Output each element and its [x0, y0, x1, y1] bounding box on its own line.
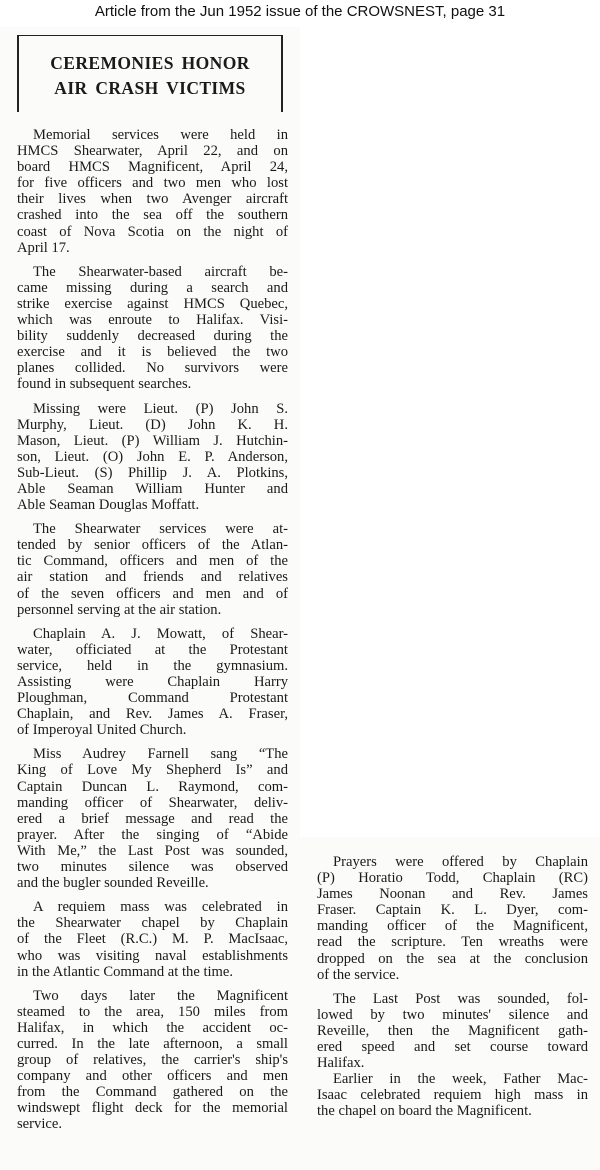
article-line: The Shearwater services were at-	[33, 521, 288, 538]
article-line: lowed by two minutes' silence and	[317, 1006, 588, 1023]
article-line: The Last Post was sounded, fol-	[333, 990, 588, 1007]
article-line: Able Seaman William Hunter and	[17, 480, 288, 497]
article-line: A requiem mass was celebrated in	[33, 899, 288, 916]
article-paragraph	[17, 521, 288, 618]
article-line: Halifax.	[317, 1055, 365, 1072]
article-line: ered speed and set course toward	[317, 1039, 588, 1056]
article-line: of the seven officers and men and of	[17, 585, 288, 602]
article-line: HMCS Shearwater, April 22, and on	[17, 143, 288, 160]
article-line: for five officers and two men who lost	[17, 175, 288, 192]
article-line: company and other officers and men	[17, 1068, 288, 1085]
article-line: dropped on the sea at the conclusion	[317, 950, 588, 967]
article-line: two minutes silence was observed	[17, 859, 288, 876]
article-line: Isaac celebrated requiem high mass in	[317, 1087, 588, 1104]
article-line: (P) Horatio Todd, Chaplain (RC)	[317, 870, 588, 887]
article-line: board HMCS Magnificent, April 24,	[17, 159, 288, 176]
article-line: found in subsequent searches.	[17, 376, 192, 393]
article-line: of the Fleet (R.C.) M. P. MacIsaac,	[17, 931, 288, 948]
article-line: in the Atlantic Command at the time.	[17, 963, 234, 980]
image-caption: Article from the Jun 1952 issue of the CROWSNEST, page 31	[94, 3, 506, 20]
article-line: Captain Duncan L. Raymond, com-	[17, 778, 288, 795]
article-line: son, Lieut. (O) John E. P. Anderson,	[17, 448, 288, 465]
article-line: Fraser. Captain K. L. Dyer, com-	[317, 902, 588, 919]
article-line: steamed to the area, 150 miles from	[17, 1003, 288, 1020]
article-paragraph	[17, 626, 288, 739]
article-line: curred. In the late afternoon, a small	[17, 1035, 288, 1052]
article-line: Murphy, Lieut. (D) John K. H.	[17, 416, 288, 433]
article-line: ered a brief message and read the	[17, 810, 288, 827]
article-line: Missing were Lieut. (P) John S.	[33, 400, 288, 417]
article-line: read the scripture. Ten wreaths were	[317, 934, 588, 951]
right-column	[317, 854, 588, 1128]
article-line: the chapel on board the Magnificent.	[317, 1103, 532, 1120]
article-line: tic Command, officers and men of the	[17, 553, 288, 570]
article-line: bility suddenly decreased during the	[17, 328, 288, 345]
article-paragraph	[17, 746, 288, 891]
headline-line-2: AIR CRASH VICTIMS	[54, 78, 246, 98]
article-line: manding officer of the Magnificent,	[317, 918, 588, 935]
article-line: crashed into the sea off the southern	[17, 207, 288, 224]
article-line: With Me,” the Last Post was sounded,	[17, 842, 288, 859]
article-paragraph	[17, 127, 288, 256]
article-line: Chaplain A. J. Mowatt, of Shear-	[33, 625, 288, 642]
article-line: Ploughman, Command Protestant	[17, 690, 288, 707]
article-line: James Noonan and Rev. James	[317, 886, 588, 903]
article-paragraph	[17, 401, 288, 514]
article-line: from the Command gathered on the	[17, 1084, 288, 1101]
article-line: of Imperoyal United Church.	[17, 722, 187, 739]
article-line: Halifax, in which the accident oc-	[17, 1019, 288, 1036]
article-paragraph	[17, 264, 288, 393]
article-line: Mason, Lieut. (P) William J. Hutchin-	[17, 432, 288, 449]
article-line: Miss Audrey Farnell sang “The	[33, 746, 288, 763]
headline-line-1: CEREMONIES HONOR	[50, 53, 250, 73]
article-paragraph	[317, 1071, 588, 1119]
article-line: the Shearwater chapel by Chaplain	[17, 915, 288, 932]
article-line: water, officiated at the Protestant	[17, 641, 288, 658]
article-line: manding officer of Shearwater, deliv-	[17, 794, 288, 811]
article-line: their lives when two Avenger aircraft	[17, 191, 288, 208]
article-line: Prayers were offered by Chaplain	[333, 854, 588, 870]
article-line: exercise and it is believed the two	[17, 344, 288, 361]
article-line: and the bugler sounded Reveille.	[17, 875, 209, 892]
article-line: tended by senior officers of the Atlan-	[17, 537, 288, 554]
article-line: Reveille, then the Magnificent gath-	[317, 1022, 588, 1039]
article-paragraph	[317, 854, 588, 983]
article-line: came missing during a search and	[17, 279, 288, 296]
article-line: service.	[17, 1116, 62, 1133]
article-paragraph	[317, 991, 588, 1071]
blank-area	[300, 27, 600, 837]
article-line: which was enroute to Halifax. Visi-	[17, 312, 288, 329]
article-line: The Shearwater-based aircraft be-	[33, 263, 288, 280]
article-line: of the service.	[317, 966, 400, 983]
article-line: Earlier in the week, Father Mac-	[333, 1071, 588, 1088]
article-line: who was visiting naval establishments	[17, 947, 288, 964]
article-line: King of Love My Shepherd Is” and	[17, 762, 288, 779]
article-line: Sub-Lieut. (S) Phillip J. A. Plotkins,	[17, 464, 288, 481]
article-line: coast of Nova Scotia on the night of	[17, 223, 288, 240]
article-line: Able Seaman Douglas Moffatt.	[17, 497, 200, 514]
article-line: planes collided. No survivors were	[17, 360, 288, 377]
article-line: Assisting were Chaplain Harry	[17, 674, 288, 690]
article-line: air station and friends and relatives	[17, 569, 288, 586]
article-line: windswept flight deck for the memorial	[17, 1100, 288, 1117]
article-line: personnel serving at the air station.	[17, 601, 222, 618]
article-paragraph	[17, 988, 288, 1133]
article-line: group of relatives, the carrier's ship's	[17, 1052, 288, 1069]
article-line: strike exercise against HMCS Quebec,	[17, 295, 288, 312]
article-line: Two days later the Magnificent	[33, 987, 288, 1004]
article-line: Memorial services were held in	[33, 127, 288, 143]
left-column	[17, 127, 288, 1141]
article-line: service, held in the gymnasium.	[17, 657, 288, 674]
article-paragraph	[17, 899, 288, 979]
article-line: April 17.	[17, 239, 70, 256]
article-line: prayer. After the singing of “Abide	[17, 826, 288, 843]
headline-box	[17, 35, 283, 112]
article-line: Chaplain, and Rev. James A. Fraser,	[17, 706, 288, 723]
